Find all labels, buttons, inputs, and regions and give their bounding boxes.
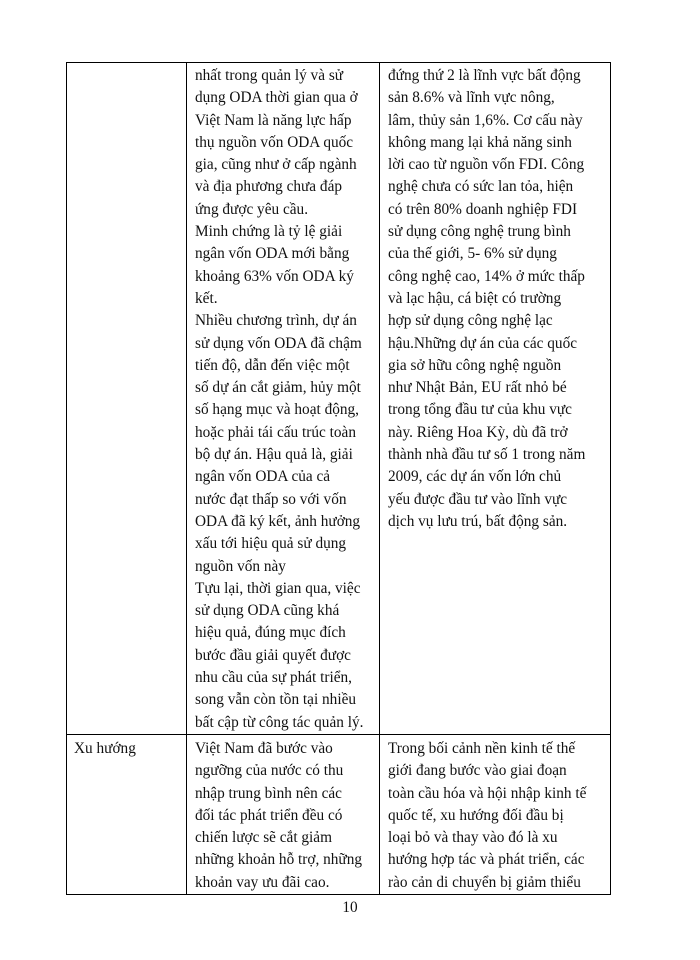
text-line: những khoản hỗ trợ, những (195, 851, 363, 869)
comparison-table (66, 62, 611, 895)
text-line: Việt Nam là năng lực hấp (195, 111, 352, 129)
text-line: bước đầu giải quyết được (195, 646, 351, 664)
text-line: yếu được đầu tư vào lĩnh vực (388, 490, 568, 508)
text-line: nguồn vốn này (195, 557, 286, 575)
text-line: ứng được yêu cầu. (195, 200, 309, 218)
text-line: như Nhật Bản, EU rất nhỏ bé (388, 379, 567, 397)
text-line: giới đang bước vào giai đoạn (388, 762, 567, 780)
text-line: dịch vụ lưu trú, bất động sản. (388, 512, 568, 530)
text-line: Trong bối cảnh nền kinh tế thế (388, 739, 576, 757)
text-line: bộ dự án. Hậu quả là, giải (195, 446, 353, 464)
row2-fdi-cell (380, 734, 611, 894)
text-line: sử dụng công nghệ trung bình (388, 223, 571, 241)
text-line: thành nhà đầu tư số 1 trong năm (388, 446, 586, 464)
row2-label: Xu hướng (74, 739, 136, 757)
text-line: ngân vốn ODA của cả (195, 468, 331, 486)
row2-oda-cell (187, 734, 380, 894)
text-line: khoản vay ưu đãi cao. (195, 873, 330, 891)
text-line: này. Riêng Hoa Kỳ, dù đã trở (388, 423, 568, 441)
text-line: hợp sử dụng công nghệ lạc (388, 312, 553, 330)
row1-oda-cell (187, 63, 380, 735)
text-line: loại bỏ và thay vào đó là xu (388, 829, 558, 847)
text-line: đối tác phát triển đều có (195, 806, 343, 824)
text-line: chiến lược sẽ cắt giảm (195, 829, 332, 847)
text-line: có trên 80% doanh nghiệp FDI (388, 200, 578, 218)
text-line: Việt Nam đã bước vào (195, 739, 333, 757)
text-line: Tựu lại, thời gian qua, việc (195, 579, 361, 597)
text-line: Minh chứng là tỷ lệ giải (195, 223, 343, 241)
text-line: bất cập từ công tác quản lý. (195, 713, 364, 731)
table-row (67, 63, 611, 735)
text-line: Nhiều chương trình, dự án (195, 312, 357, 330)
text-line: sản 8.6% và lĩnh vực nông, (388, 89, 555, 107)
text-line: song vẫn còn tồn tại nhiều (195, 691, 357, 709)
table-row (67, 734, 611, 894)
text-line: sử dụng vốn ODA đã chậm (195, 334, 362, 352)
row1-label (67, 63, 186, 66)
text-line: xấu tới hiệu quả sử dụng (195, 535, 347, 553)
text-line: công nghệ cao, 14% ở mức thấp (388, 267, 585, 285)
text-line: và lạc hậu, cá biệt có trường (388, 289, 562, 307)
text-line: lời cao từ nguồn vốn FDI. Công (388, 156, 585, 174)
text-line: hướng hợp tác và phát triển, các (388, 851, 585, 869)
text-line: nước đạt thấp so với vốn (195, 490, 347, 508)
text-line: gia sở hữu công nghệ nguồn (388, 356, 562, 374)
text-line: ngưỡng của nước có thu (195, 762, 344, 780)
text-line: hiệu quả, đúng mục đích (195, 624, 346, 642)
row2-fdi-text (380, 735, 610, 894)
text-line: nhập trung bình nên các (195, 784, 342, 802)
text-line: và địa phương chưa đáp (195, 178, 343, 196)
text-line: của thế giới, 5- 6% sử dụng (388, 245, 557, 263)
text-line: tiến độ, dẫn đến việc một (195, 356, 350, 374)
row1-oda-text (187, 63, 379, 734)
text-line: số hạng mục và hoạt động, (195, 401, 359, 419)
page-number: 10 (342, 899, 358, 916)
text-line: đứng thứ 2 là lĩnh vực bất động (388, 67, 581, 84)
text-line: rào cản di chuyển bị giảm thiểu (388, 873, 581, 891)
text-line: hậu.Những dự án của các quốc (388, 334, 578, 352)
row1-fdi-text (380, 63, 610, 533)
row2-oda-text (187, 735, 379, 894)
text-line: quốc tế, xu hướng đối đầu bị (388, 806, 564, 824)
text-line: ngân vốn ODA mới bằng (195, 245, 350, 263)
text-line: gia, cũng như ở cấp ngành (195, 156, 357, 174)
text-line: ODA đã ký kết, ảnh hưởng (195, 512, 361, 530)
row1-label-cell (67, 63, 187, 735)
text-line: nghệ chưa có sức lan tỏa, hiện (388, 178, 574, 196)
text-line: trong tổng đầu tư của khu vực (388, 401, 572, 419)
row1-fdi-cell (380, 63, 611, 735)
text-line: thụ nguồn vốn ODA quốc (195, 133, 354, 151)
text-line: kết. (195, 289, 218, 307)
text-line: hoặc phải tái cấu trúc toàn (195, 423, 356, 441)
text-line: số dự án cắt giảm, hủy một (195, 379, 361, 397)
text-line: 2009, các dự án vốn lớn chủ (388, 468, 562, 486)
text-line: nhất trong quản lý và sử (195, 67, 344, 84)
text-line: toàn cầu hóa và hội nhập kinh tế (388, 784, 587, 802)
text-line: khoảng 63% vốn ODA ký (195, 267, 354, 285)
row2-label-cell (67, 734, 187, 894)
text-line: dụng ODA thời gian qua ở (195, 89, 358, 107)
text-line: không mang lại khả năng sinh (388, 133, 572, 151)
text-line: nhu cầu của sự phát triển, (195, 669, 352, 687)
text-line: sử dụng ODA cũng khá (195, 602, 340, 620)
text-line: lâm, thủy sản 1,6%. Cơ cấu này (388, 111, 583, 129)
